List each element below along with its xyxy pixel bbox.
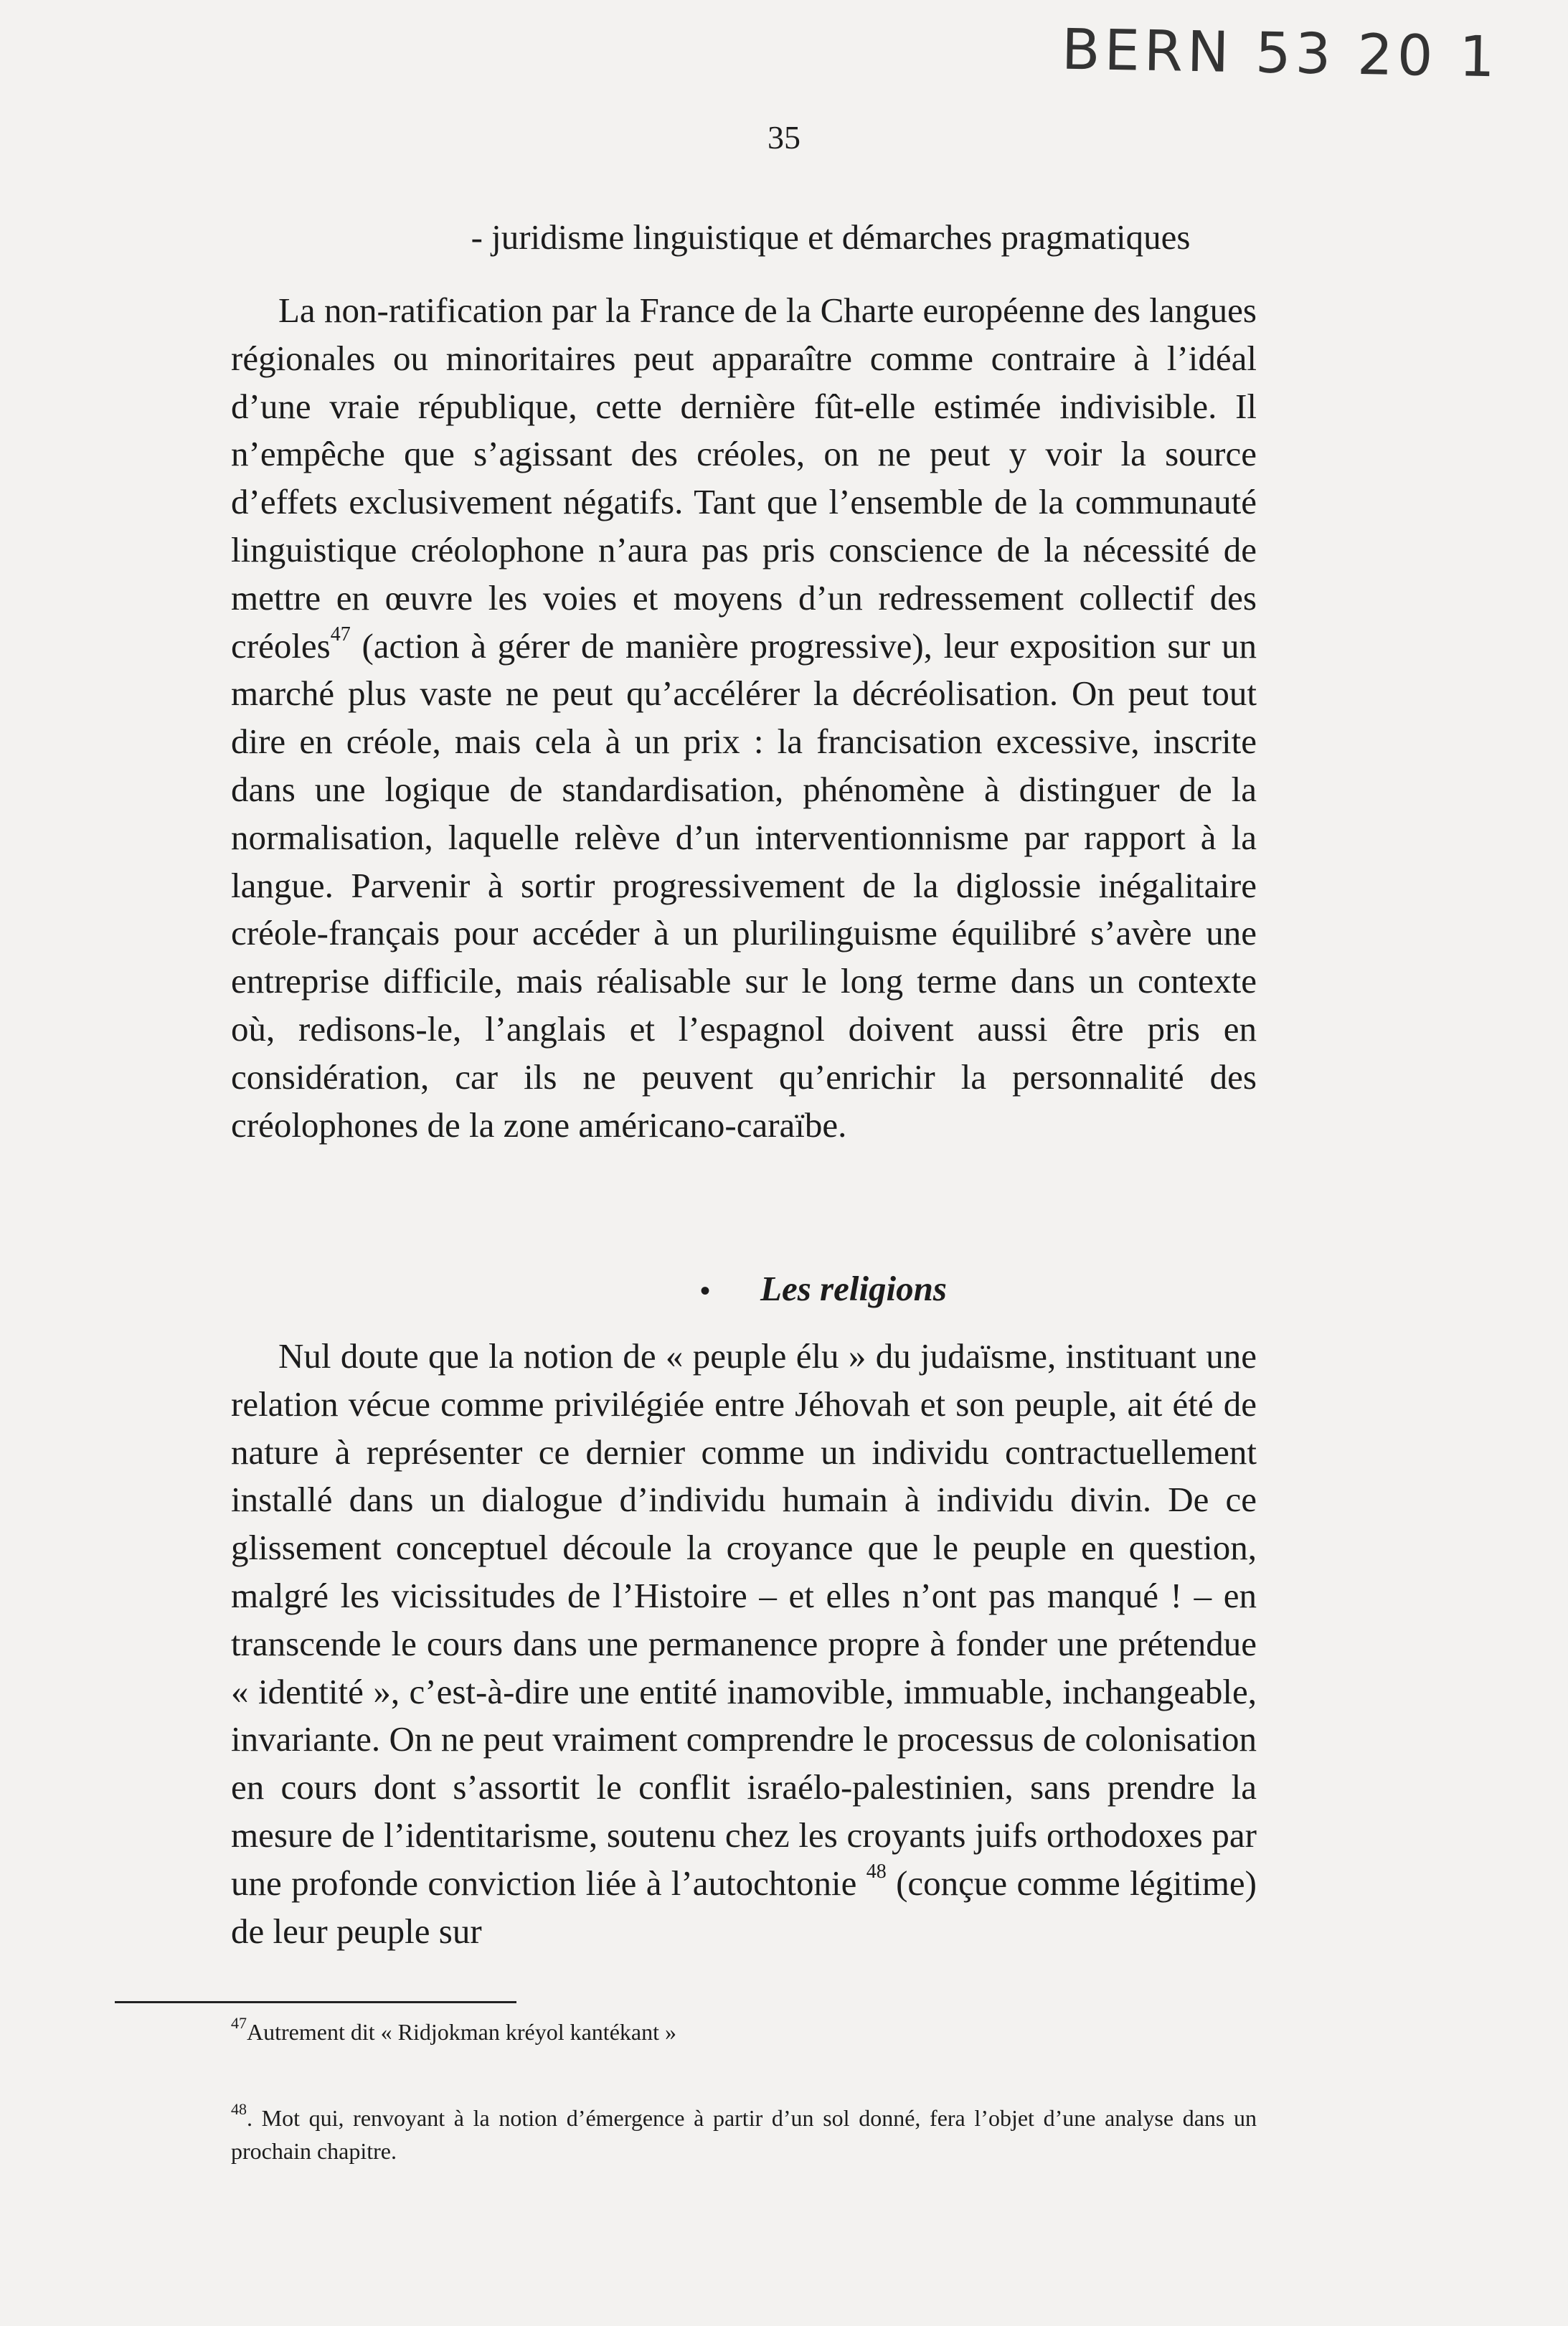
paragraph-1-text-a: La non-ratification par la France de la Charte européenne des langues régionales ou minoritaires peut apparaître comme contraire à l’idéal d’une vraie république, cette dernière fût-elle estimée indivisible. Il n’empêche que s’agissant des créoles, on ne peut y voir la source d’effets exclusivement négatifs. Tant que l’ensemble de la communauté linguistique créolophone n’aura pas pris conscience de la nécessité de mettre en œuvre les voies et moyens d’un redressement collectif des créoles (231, 290, 1257, 666)
footnote-47-ref: 47 (231, 2014, 247, 2033)
paragraph-2 (231, 1333, 1257, 1955)
paragraph-1 (231, 287, 1257, 1149)
footnote-ref-48: 48 (866, 1861, 887, 1883)
footnote-48-text: . Mot qui, renvoyant à la notion d’émergence à partir d’un sol donné, fera l’objet d’une analyse dans un prochain chapitre. (231, 2105, 1257, 2164)
footnote-separator (115, 2001, 516, 2003)
section-heading-text: Les religions (760, 1269, 947, 1308)
footnote-48 (231, 2102, 1257, 2167)
paragraph-1-text-b: (action à gérer de manière progressive), leur exposition sur un marché plus vaste ne peut qu’accélérer la décréolisation. On peut tout dire en créole, mais cela à un prix : la francisation excessive, inscrite dans une logique de standardisation, phénomène à distinguer de la normalisation, laquelle relève d’un interventionnisme par rapport à la langue. Parvenir à sortir progressivement de la diglossie inégalitaire créole-français pour accéder à un plurilinguisme équilibré s’avère une entreprise difficile, mais réalisable sur le long terme dans un contexte où, redisons-le, l’anglais et l’espagnol doivent aussi être pris en considération, car ils ne peuvent qu’enrichir la personnalité des créolophones de la zone américano-caraïbe. (231, 625, 1257, 1145)
footnote-48-ref: 48 (231, 2100, 247, 2119)
section-title: - juridisme linguistique et démarches pragmatiques (471, 217, 1191, 257)
handwritten-annotation: BERN 53 20 1 (1061, 17, 1500, 90)
paragraph-2-text-b: (conçue comme légitime) de leur peuple sur (231, 1863, 1257, 1951)
bullet-icon: • (700, 1275, 711, 1307)
footnote-ref-47: 47 (330, 623, 351, 646)
footnote-47 (231, 2015, 1257, 2048)
paragraph-2-text-a: Nul doute que la notion de « peuple élu » du judaïsme, instituant une relation vécue comme privilégiée entre Jéhovah et son peuple, ait été de nature à représenter ce dernier comme un individu contractuellement installé dans un dialogue d’individu humain à individu divin. De ce glissement conceptuel découle la croyance que le peuple en question, malgré les vicissitudes de l’Histoire – et elles n’ont pas manqué ! – en transcende le cours dans une permanence propre à fonder une prétendue « identité », c’est-à-dire une entité inamovible, immuable, inchangeable, invariante. On ne peut vraiment comprendre le processus de colonisation en cours dont s’assortit le conflit israélo-palestinien, sans prendre la mesure de l’identitarisme, soutenu chez les croyants juifs orthodoxes par une profonde conviction liée à l’autochtonie (231, 1336, 1257, 1903)
page-number: 35 (768, 119, 800, 156)
section-heading (0, 1268, 1568, 1309)
footnote-47-text: Autrement dit « Ridjokman kréyol kantékant » (247, 2019, 676, 2045)
